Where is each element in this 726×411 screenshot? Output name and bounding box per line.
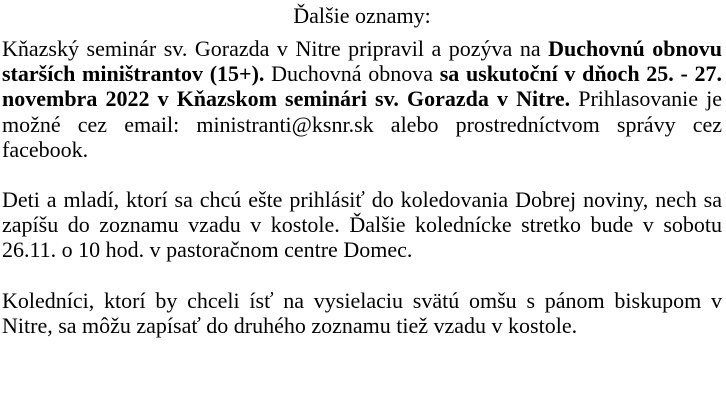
- seminar-bold-2: sa uskutoční v dňoch 25. - 27. novembra 2022 v Kňazskom seminári sv. Gorazda v Nitre.: [2, 61, 722, 112]
- page-title: Ďalšie oznamy:: [293, 3, 431, 28]
- paragraph-kolednici: Koledníci, ktorí by chceli ísť na vysielaciu svätú omšu s pánom biskupom v Nitre, sa môžu zapísať do druhého zoznamu tiež vzadu v kostole.: [2, 287, 722, 338]
- paragraph-seminar: [2, 36, 722, 162]
- seminar-text-1: Kňazský seminár sv. Gorazda v Nitre pripravil a pozýva na: [2, 36, 549, 61]
- seminar-bold-1: Duchovnú obnovu starších miništrantov (15+).: [2, 36, 722, 87]
- paragraph-koledovanie: Deti a mladí, ktorí sa chcú ešte prihlásiť do koledovania Dobrej noviny, nech sa zapíšu do zoznamu vzadu v kostole. Ďalšie kolednícke stretko bude v sobotu 26.11. o 10 hod. v pastoračnom centre Domec.: [2, 187, 722, 263]
- seminar-text-3: Prihlasovanie je možné cez email: ministranti@ksnr.sk alebo prostredníctvom správy cez facebook.: [2, 86, 722, 162]
- seminar-text-2: Duchovná obnova: [264, 61, 440, 87]
